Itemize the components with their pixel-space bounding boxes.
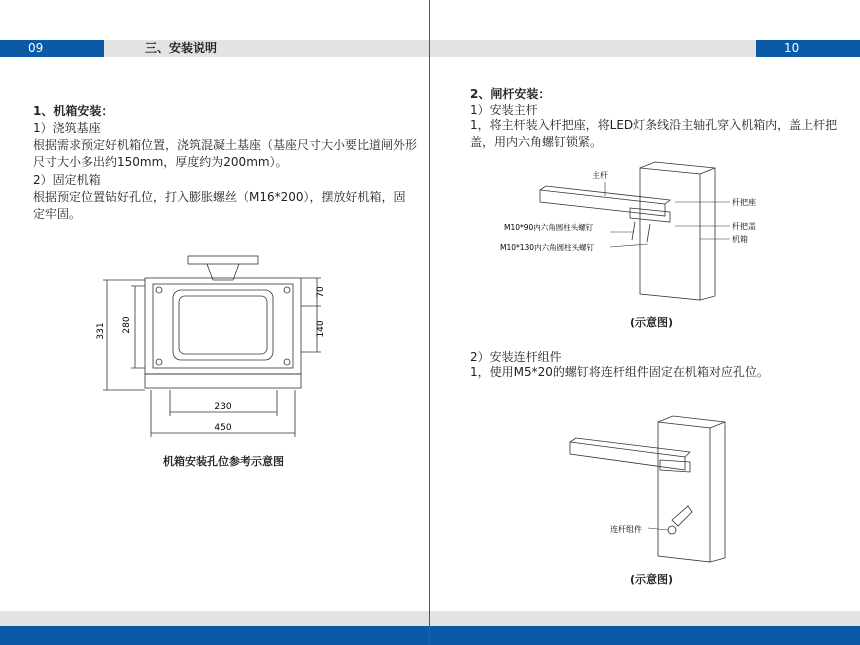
footer-gray-right bbox=[430, 611, 860, 626]
para-fix-cabinet-2: 定牢固。 bbox=[33, 207, 82, 221]
dim-140: 140 bbox=[316, 320, 326, 338]
section-title: 三、安装说明 bbox=[145, 41, 218, 55]
para-fix-cabinet-1: 根据预定位置钻好孔位，打入膨胀螺丝（M16*200），摆放好机箱，固 bbox=[33, 190, 406, 204]
dim-331: 331 bbox=[96, 322, 106, 340]
label-cabinet: 机箱 bbox=[732, 235, 748, 244]
dim-280: 280 bbox=[122, 316, 132, 334]
label-bar-seat: 杆把座 bbox=[732, 198, 756, 207]
page-divider bbox=[429, 0, 430, 645]
page-number-right: 10 bbox=[756, 40, 860, 57]
label-bar-cover: 杆把盖 bbox=[732, 222, 756, 231]
page-number-left: 09 bbox=[0, 40, 104, 57]
label-screw-m10-130: M10*130内六角圆柱头螺钉 bbox=[500, 243, 595, 252]
footer-blue-right bbox=[430, 626, 860, 645]
label-screw-m10-90: M10*90内六角圆柱头螺钉 bbox=[504, 223, 594, 232]
caption-figure-1: (示意图) bbox=[630, 316, 674, 329]
dim-230: 230 bbox=[214, 402, 232, 412]
heading-barrier-install: 2、闸杆安装： bbox=[470, 87, 551, 101]
main-bar-figure bbox=[500, 160, 790, 310]
para-pour-base-1: 根据需求预定好机箱位置，浇筑混凝土基座（基座尺寸大小要比道闸外形 bbox=[33, 138, 418, 152]
heading-cabinet-install: 1、机箱安装： bbox=[33, 104, 114, 118]
dim-450: 450 bbox=[214, 423, 232, 433]
footer-gray-left bbox=[0, 611, 429, 626]
para-pour-base-2: 尺寸大小多出约150mm，厚度约为200mm）。 bbox=[33, 155, 288, 169]
step-install-main-bar: 1）安装主杆 bbox=[470, 103, 538, 117]
label-link-assembly: 连杆组件 bbox=[610, 525, 642, 534]
cabinet-hole-drawing bbox=[95, 250, 335, 440]
label-main-bar: 主杆 bbox=[592, 171, 608, 180]
step-install-link: 2）安装连杆组件 bbox=[470, 350, 562, 364]
link-assembly-figure bbox=[560, 412, 740, 567]
caption-cabinet-holes: 机箱安装孔位参考示意图 bbox=[163, 455, 284, 468]
para-install-link: 1，使用M5*20的螺钉将连杆组件固定在机箱对应孔位。 bbox=[470, 365, 769, 379]
caption-figure-2: (示意图) bbox=[630, 573, 674, 586]
dim-70: 70 bbox=[316, 286, 326, 298]
para-main-bar-2: 盖，用内六角螺钉锁紧。 bbox=[470, 135, 603, 149]
step-fix-cabinet: 2）固定机箱 bbox=[33, 173, 101, 187]
footer-blue-left bbox=[0, 626, 429, 645]
step-pour-base: 1）浇筑基座 bbox=[33, 121, 101, 135]
para-main-bar-1: 1，将主杆装入杆把座，将LED灯条线沿主轴孔穿入机箱内，盖上杆把 bbox=[470, 118, 838, 132]
